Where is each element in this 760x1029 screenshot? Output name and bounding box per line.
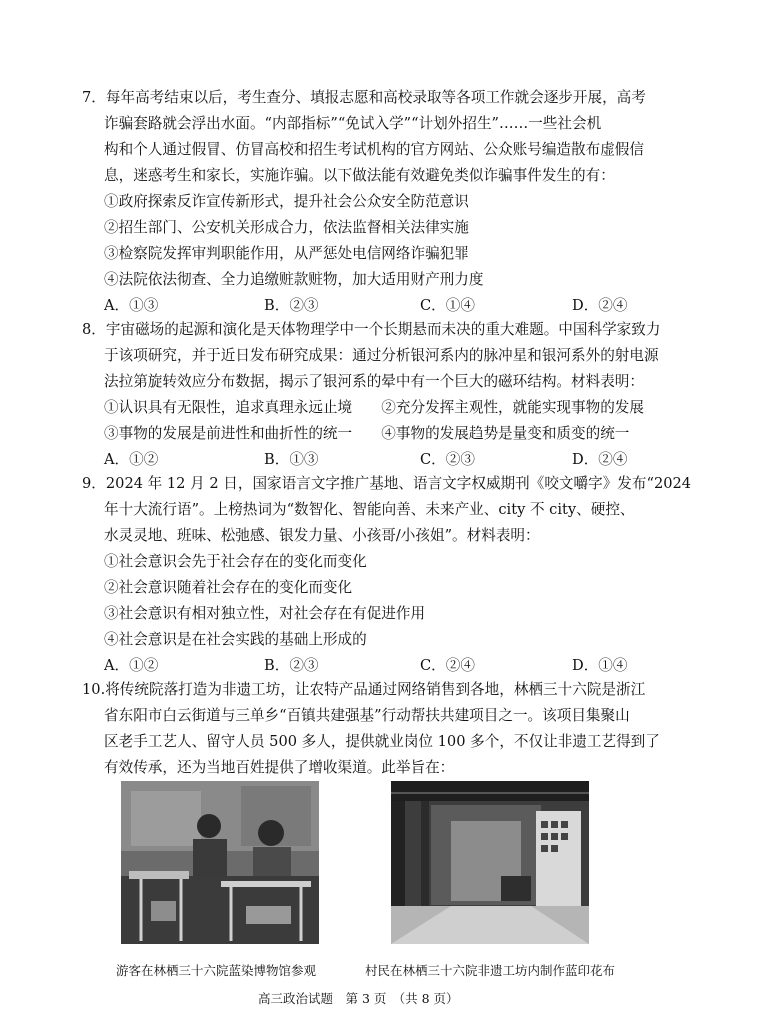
q9-line-1: 9．2024 年 12 月 2 日，国家语言文字推广基地、语言文字权威期刊《咬文嚼字》发布“2024 xyxy=(82,475,692,492)
q8-option-a[interactable]: A．①② xyxy=(104,451,159,468)
q9-option-d[interactable]: D．①④ xyxy=(572,657,628,674)
q9-statement-2: ②社会意识随着社会存在的变化而变化 xyxy=(104,579,353,596)
q10-line-4: 有效传承，还为当地百姓提供了增收渠道。此举旨在： xyxy=(104,759,455,776)
q8-option-c[interactable]: C．②③ xyxy=(420,451,475,468)
q7-option-b[interactable]: B．②③ xyxy=(264,297,319,314)
q9-options xyxy=(104,656,664,676)
weaving-photo xyxy=(121,781,319,944)
q9-statement-1: ①社会意识会先于社会存在的变化而变化 xyxy=(104,553,367,570)
q8-line-1: 8．宇宙磁场的起源和演化是天体物理学中一个长期悬而未决的重大难题。中国科学家致力 xyxy=(82,321,661,338)
q9-option-c[interactable]: C．②④ xyxy=(420,657,475,674)
q8-option-b[interactable]: B．①③ xyxy=(264,451,319,468)
q7-statement-1: ①政府探索反诈宣传新形式，提升社会公众安全防范意识 xyxy=(104,193,469,210)
q7-statement-3: ③检察院发挥审判职能作用，从严惩处电信网络诈骗犯罪 xyxy=(104,245,469,262)
caption-right: 村民在林栖三十六院非遗工坊内制作蓝印花布 xyxy=(365,963,616,978)
q8-options xyxy=(104,450,664,470)
workshop-photo xyxy=(391,781,589,944)
q9-line-2: 年十大流行语”。上榜热词为“数智化、智能向善、未来产业、city 不 city、硬控、 xyxy=(104,501,635,518)
q7-statement-2: ②招生部门、公安机关形成合力，依法监督相关法律实施 xyxy=(104,219,469,236)
q8-option-d[interactable]: D．②④ xyxy=(572,451,628,468)
q7-option-c[interactable]: C．①④ xyxy=(420,297,475,314)
page-footer: 高三政治试题 第 3 页 （共 8 页） xyxy=(258,991,459,1006)
q10-line-3: 区老手工艺人、留守人员 500 多人，提供就业岗位 100 多个，不仅让非遗工艺得到了 xyxy=(104,733,660,750)
q7-line-3: 构和个人通过假冒、仿冒高校和招生考试机构的官方网站、公众账号编造散布虚假信 xyxy=(104,141,644,158)
q9-option-a[interactable]: A．①② xyxy=(104,657,159,674)
q9-statement-4: ④社会意识是在社会实践的基础上形成的 xyxy=(104,631,367,648)
q9-option-b[interactable]: B．②③ xyxy=(264,657,319,674)
q7-options xyxy=(104,296,664,316)
q8-statements-1-2: ①认识具有无限性，追求真理永远止境 ②充分发挥主观性，就能实现事物的发展 xyxy=(104,399,644,416)
q8-line-3: 法拉第旋转效应分布数据，揭示了银河系的晕中有一个巨大的磁环结构。材料表明： xyxy=(104,373,644,390)
q7-line-2: 诈骗套路就会浮出水面。“内部指标”“免试入学”“计划外招生”……一些社会机 xyxy=(104,115,602,132)
q7-line-4: 息，迷惑考生和家长，实施诈骗。以下做法能有效避免类似诈骗事件发生的有： xyxy=(104,167,615,184)
q8-statements-3-4: ③事物的发展是前进性和曲折性的统一 ④事物的发展趋势是量变和质变的统一 xyxy=(104,425,630,442)
q8-line-2: 于该项研究，并于近日发布研究成果：通过分析银河系内的脉冲星和银河系外的射电源 xyxy=(104,347,659,364)
q7-option-d[interactable]: D．②④ xyxy=(572,297,628,314)
q7-line-1: 7．每年高考结束以后，考生查分、填报志愿和高校录取等各项工作就会逐步开展，高考 xyxy=(82,89,646,106)
q10-line-2: 省东阳市白云街道与三单乡“百镇共建强基”行动帮扶共建项目之一。该项目集聚山 xyxy=(104,707,630,724)
q10-line-1: 10.将传统院落打造为非遗工坊，让农特产品通过网络销售到各地，林栖三十六院是浙江 xyxy=(82,681,646,698)
q7-option-a[interactable]: A．①③ xyxy=(104,297,159,314)
caption-left: 游客在林栖三十六院蓝染博物馆参观 xyxy=(116,963,317,978)
q9-statement-3: ③社会意识有相对独立性，对社会存在有促进作用 xyxy=(104,605,426,622)
q9-line-3: 水灵灵地、班味、松弛感、银发力量、小孩哥/小孩姐”。材料表明： xyxy=(104,527,540,544)
q7-statement-4: ④法院依法彻查、全力追缴赃款赃物，加大适用财产刑力度 xyxy=(104,271,484,288)
